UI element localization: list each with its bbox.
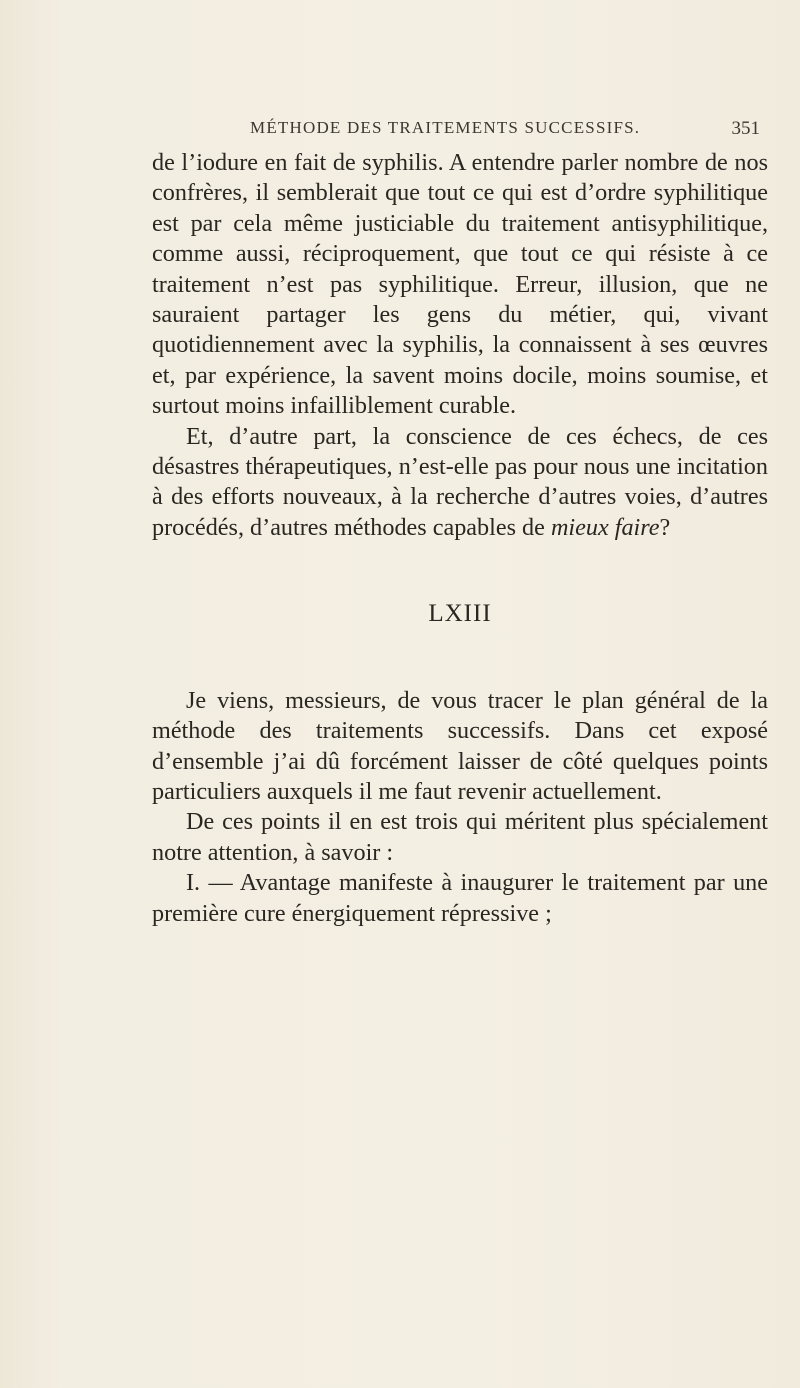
- page-number: 351: [731, 118, 760, 139]
- paragraph-2-italic: mieux faire: [550, 513, 660, 541]
- paragraph-1: de l’iodure en fait de syphilis. A entendre parler nombre de nos confrères, il semblerait que tout ce qui est d’ordre syphilitique est par cela même justiciable du traitement antisyphilitique, comme aussi, réciproquement, que tout ce qui résiste à ce traitement n’est pas syphilitique. Erreur, illusion, que ne sauraient partager les gens du métier, qui, vivant quotidiennement avec la syphilis, la connaissent à ses œuvres et, par expérience, la savent moins docile, moins soumise, et surtout moins infailliblement curable.: [152, 149, 768, 420]
- paragraph-2-end: ?: [659, 513, 671, 541]
- paragraph-3: Je viens, messieurs, de vous tracer le plan général de la méthode des traitements successifs. Dans cet exposé d’ensemble j’ai dû forcément laisser de côté quelques points particuliers auxquels il me faut revenir actuellement.: [152, 686, 768, 805]
- paragraph-5: I. — Avantage manifeste à inaugurer le traitement par une première cure énergiquement répressive ;: [152, 869, 768, 927]
- running-title: MÉTHODE DES TRAITEMENTS SUCCESSIFS.: [250, 118, 641, 137]
- section-heading: LXIII: [428, 600, 492, 628]
- paragraph-2-text: Et, d’autre part, la conscience de ces échecs, de ces désastres thérapeutiques, n’est-elle pas pour nous une incitation à des efforts nouveaux, à la recherche d’autres voies, d’autres procédés, d’autres méthodes capables de: [152, 422, 768, 541]
- paragraph-4: De ces points il en est trois qui méritent plus spécialement notre attention, à savoir :: [152, 808, 768, 866]
- body-text: [152, 148, 768, 929]
- paragraph-2: [152, 422, 768, 544]
- page-header: [250, 118, 760, 142]
